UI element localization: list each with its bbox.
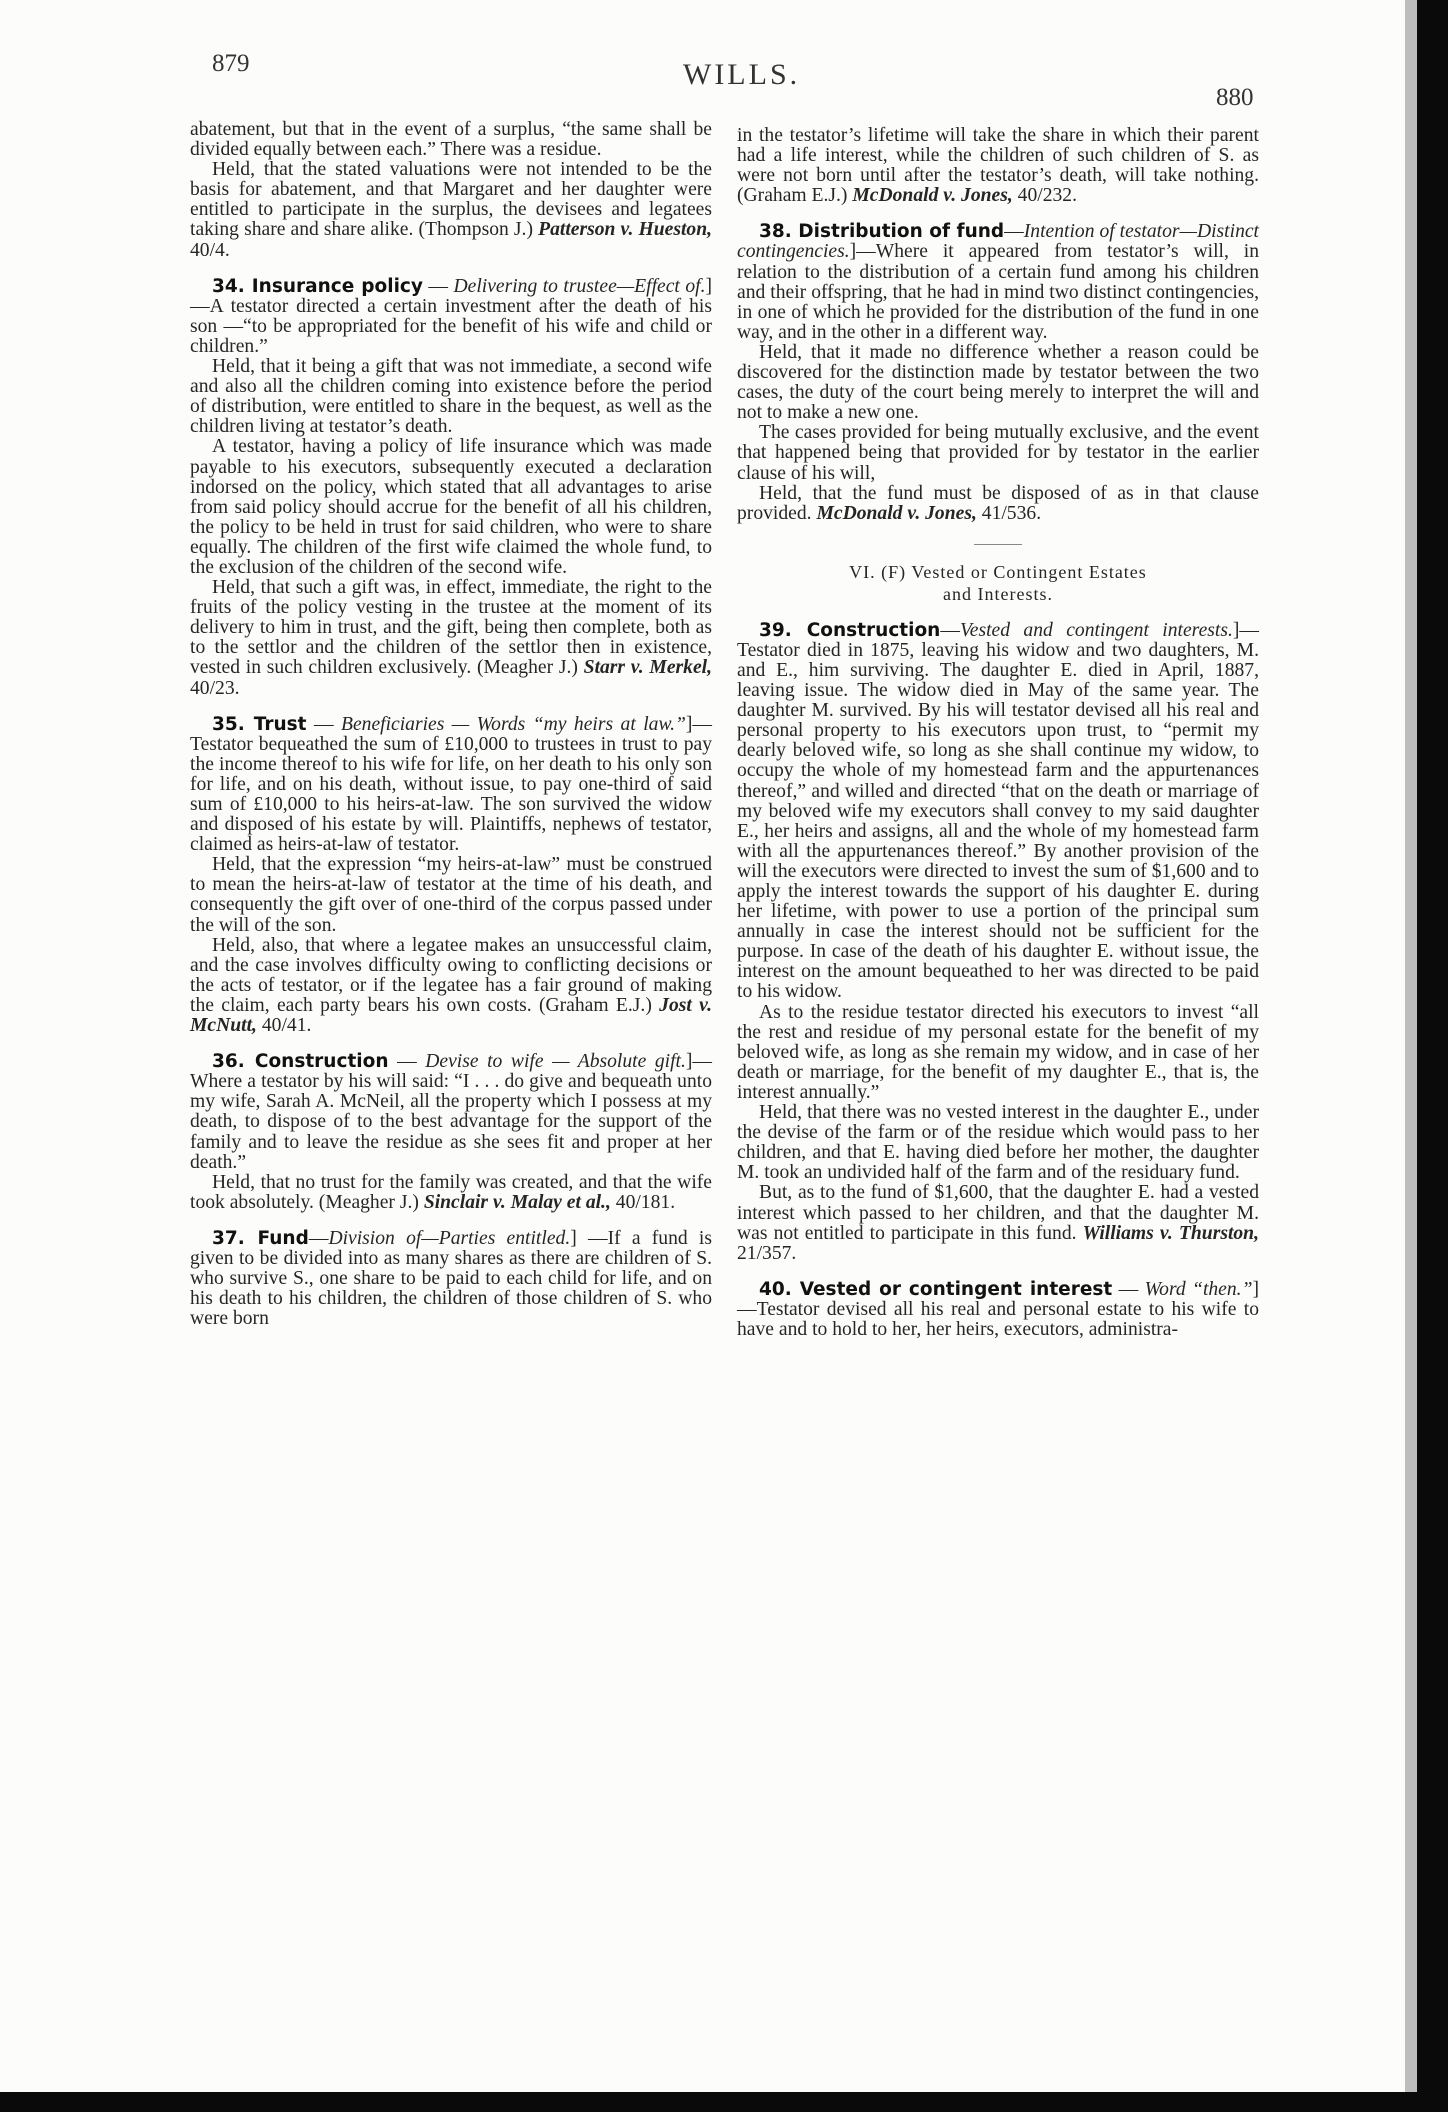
entry-heading: 35. Trust	[212, 713, 307, 735]
entry-heading: 40. Vested or contingent interest	[759, 1278, 1113, 1300]
entry-subject: Vested and contingent interests.	[959, 619, 1233, 641]
section-title	[737, 561, 1259, 605]
case-citation: 40/41.	[261, 1015, 312, 1037]
entry-subject: Beneficiaries — Words “my heirs at law.”	[340, 713, 686, 735]
paragraph	[190, 578, 712, 699]
paragraph	[190, 120, 712, 160]
entry-dash: —	[1004, 221, 1024, 243]
body-text: Held, that no trust for the family was created, and that the wife took absolutely. (Meagher J.)	[190, 1171, 712, 1213]
body-text: ]—Where a testator by his will said: “I . . . do give and bequeath unto my wife, Sarah A. McNeil, all the property which I possess at my death, to dispose of to the best advantage for the support of the family and to leave the residue as she sees fit and proper at her death.”	[190, 1051, 713, 1173]
paragraph	[737, 126, 1259, 206]
body-text: ] —If a fund is given to be divided into as many shares as there are children of S. who survive S., one share to be paid to each child for life, and on his death to his children, the children of those children of S. who were born	[190, 1227, 712, 1330]
body-text: ]—Where it appeared from testator’s will, in relation to the distribution of a certain fund among his children and their offspring, that he had in mind two distinct contingencies, in one of which he provided for the distribution of the fund in one way, and in the other in a different way.	[737, 241, 1259, 343]
entry-dash: —	[388, 1051, 426, 1073]
body-text: ]—Testator bequeathed the sum of £10,000 to trustees in trust to pay the income thereof to his wife for life, on her death to his only son for life, and on his death, without issue, to pay one-third of said sum of £10,000 to his heirs-at-law. The son survived the widow and disposed of his estate by will. Plaintiffs, nephews of testator, claimed as heirs-at-law of testator.	[190, 713, 713, 856]
case-citation: 40/23.	[190, 677, 240, 699]
paragraph	[737, 484, 1259, 524]
entry-dash: —	[306, 713, 341, 735]
scan-border-right	[1417, 0, 1448, 2112]
paragraph	[737, 1003, 1259, 1103]
left-text-column	[190, 120, 712, 1329]
body-text: in the testator’s lifetime will take the share in which their parent had a life interest, while the children of such children of S. as were not born until after the testator’s death, will take nothing. (Graham E.J.)	[737, 125, 1259, 207]
case-citation: 41/536.	[981, 502, 1042, 524]
entry-dash: —	[308, 1227, 329, 1249]
entry-subject: Word “then.”	[1144, 1278, 1253, 1300]
body-text: ]—A testator directed a certain investment after the death of his son —“to be appropriated for the benefit of his wife and child or children.”	[190, 275, 713, 357]
case-citation: 40/4.	[190, 239, 230, 261]
paragraph	[190, 357, 712, 437]
paragraph	[737, 343, 1259, 423]
paragraph	[190, 936, 712, 1036]
scan-border-bottom	[0, 2092, 1448, 2112]
entry-heading: 39. Construction	[759, 619, 941, 641]
body-text: Held, that such a gift was, in effect, immediate, the right to the fruits of the policy vesting in the trustee at the moment of its delivery to him in trust, and the gift, being then complete, both as to the settlor and the children of the settlor then in existence, vested in such children exclusively. (Meagher J.)	[190, 577, 712, 679]
digest-entry	[737, 222, 1259, 343]
case-name: McDonald v. Jones,	[852, 185, 1013, 207]
paragraph	[190, 1173, 712, 1213]
entry-dash: —	[940, 619, 960, 641]
body-text: Held, that the stated valuations were not intended to be the basis for abatement, and that Margaret and her daughter were entitled to participate in the surplus, the devisees and legatees taking share and share alike. (Thompson J.)	[190, 159, 712, 241]
body-text: But, as to the fund of $1,600, that the daughter E. had a vested interest which passed to her children, and that the daughter M. was not entitled to participate in this fund.	[737, 1182, 1259, 1244]
right-text-column	[737, 126, 1259, 1340]
left-page-number: 879	[212, 50, 250, 77]
entry-dash: —	[1112, 1278, 1145, 1300]
page-edge	[1405, 0, 1417, 2092]
digest-entry	[190, 1052, 712, 1173]
body-text: The cases provided for being mutually exclusive, and the event that happened being that provided for by testator in the earlier clause of his will,	[737, 422, 1259, 484]
entry-subject: Delivering to trustee—Effect of.	[453, 275, 706, 297]
entry-heading: 38. Distribution of fund	[759, 221, 1005, 243]
entry-dash: —	[422, 275, 454, 297]
entry-subject: Division of—Parties entitled.	[328, 1227, 571, 1249]
body-text: abatement, but that in the event of a surplus, “the same shall be divided equally between each.” There was a residue.	[190, 119, 712, 161]
case-name: Sinclair v. Malay et al.,	[423, 1191, 611, 1213]
entry-heading: 37. Fund	[212, 1227, 309, 1249]
page-header	[0, 48, 1405, 111]
digest-entry	[737, 1280, 1259, 1340]
digest-entry	[190, 277, 712, 357]
entry-subject: Devise to wife — Absolute gift.	[425, 1051, 686, 1073]
case-citation: 21/357.	[737, 1242, 797, 1264]
digest-entry	[190, 715, 712, 856]
paragraph	[737, 1103, 1259, 1183]
digest-entry	[190, 1229, 712, 1329]
entry-heading: 34. Insurance policy	[212, 275, 423, 297]
body-text: ]—Testator died in 1875, leaving his widow and two daughters, M. and E., him surviving. The daughter E. died in April, 1887, leaving issue. The widow died in May of the same year. The daughter M. survived. By his will testator devised all his real and personal property to his executors upon trust, to “permit my dearly beloved wife, so long as she shall continue my widow, to occupy the whole of my homestead farm and the appurtenances thereof,” and willed and directed “that on the death or marriage of my beloved wife my executors shall convey to my said daughter E., her heirs and assigns, all and the whole of my homestead farm with all the appurtenances thereof.” By another provision of the will the executors were directed to invest the sum of $1,600 and to apply the interest towards the support of his daughter E. during her lifetime, with power to use a portion of the principal sum annually in case the interest should not be sufficient for the purpose. In case of the death of his daughter E. without issue, the interest on the amount bequeathed to her was directed to be paid to his widow.	[737, 619, 1259, 1003]
case-name: Jost v. McNutt,	[190, 994, 712, 1037]
digest-entry	[737, 621, 1259, 1003]
body-text: As to the residue testator directed his executors to invest “all the rest and residue of my personal estate for the benefit of my beloved wife, as long as she remain my widow, and in case of her death or marriage, for the benefit of my daughter E., that is, the interest annually.”	[737, 1001, 1259, 1103]
case-name: McDonald v. Jones,	[816, 502, 977, 524]
right-page-number: 880	[1216, 84, 1254, 111]
paragraph	[737, 1183, 1259, 1263]
body-text: Held, that there was no vested interest in the daughter E., under the devise of the farm or of the residue which would pass to her children, and that E. having died before her mother, the daughter M. took an undivided half of the farm and of the residuary fund.	[737, 1102, 1259, 1184]
body-text: ]—Testator devised all his real and personal estate to his wife to have and to hold to her, her heirs, executors, administra-	[737, 1278, 1260, 1340]
entry-heading: 36. Construction	[212, 1051, 389, 1073]
case-citation: 40/181.	[615, 1191, 676, 1213]
section-title-line: and Interests.	[943, 583, 1053, 604]
body-text: Held, that the fund must be disposed of as in that clause provided.	[737, 482, 1259, 524]
section-divider	[974, 544, 1022, 545]
body-text: A testator, having a policy of life insurance which was made payable to his executors, subsequently executed a declaration indorsed on the policy, which stated that all advantages to arise from said policy should accrue for the benefit of all his children, the policy to be held in trust for said children, who were to share equally. The children of the first wife claimed the whole fund, to the exclusion of the children of the second wife.	[190, 436, 712, 578]
case-name: Williams v. Thurston,	[1082, 1222, 1259, 1244]
running-title: WILLS.	[683, 58, 801, 91]
case-name: Starr v. Merkel,	[583, 657, 712, 679]
case-citation: 40/232.	[1017, 185, 1077, 207]
section-title-line: VI. (F) Vested or Contingent Estates	[849, 561, 1147, 582]
case-name: Patterson v. Hueston,	[538, 219, 712, 241]
paragraph	[190, 437, 712, 578]
body-text: Held, that it made no difference whether a reason could be discovered for the distinction made by testator between the two cases, the duty of the court being merely to interpret the will and not to make a new one.	[737, 341, 1259, 424]
body-text: Held, also, that where a legatee makes an unsuccessful claim, and the case involves difficulty owing to conflicting decisions or the acts of testator, or if the legatee has a fair ground of making the claim, each party bears his own costs. (Graham E.J.)	[190, 934, 712, 1016]
body-text: Held, that the expression “my heirs-at-law” must be construed to mean the heirs-at-law of testator at the time of his death, and consequently the gift over of one-third of the corpus passed under the will of the son.	[190, 854, 712, 936]
paragraph	[190, 855, 712, 935]
body-text: Held, that it being a gift that was not immediate, a second wife and also all the children coming into existence before the period of distribution, were entitled to share in the bequest, as well as the children living at testator’s death.	[190, 356, 712, 438]
paragraph	[737, 423, 1259, 483]
paragraph	[190, 160, 712, 260]
entry-subject: Intention of testator—Distinct contingencies.	[737, 221, 1259, 263]
